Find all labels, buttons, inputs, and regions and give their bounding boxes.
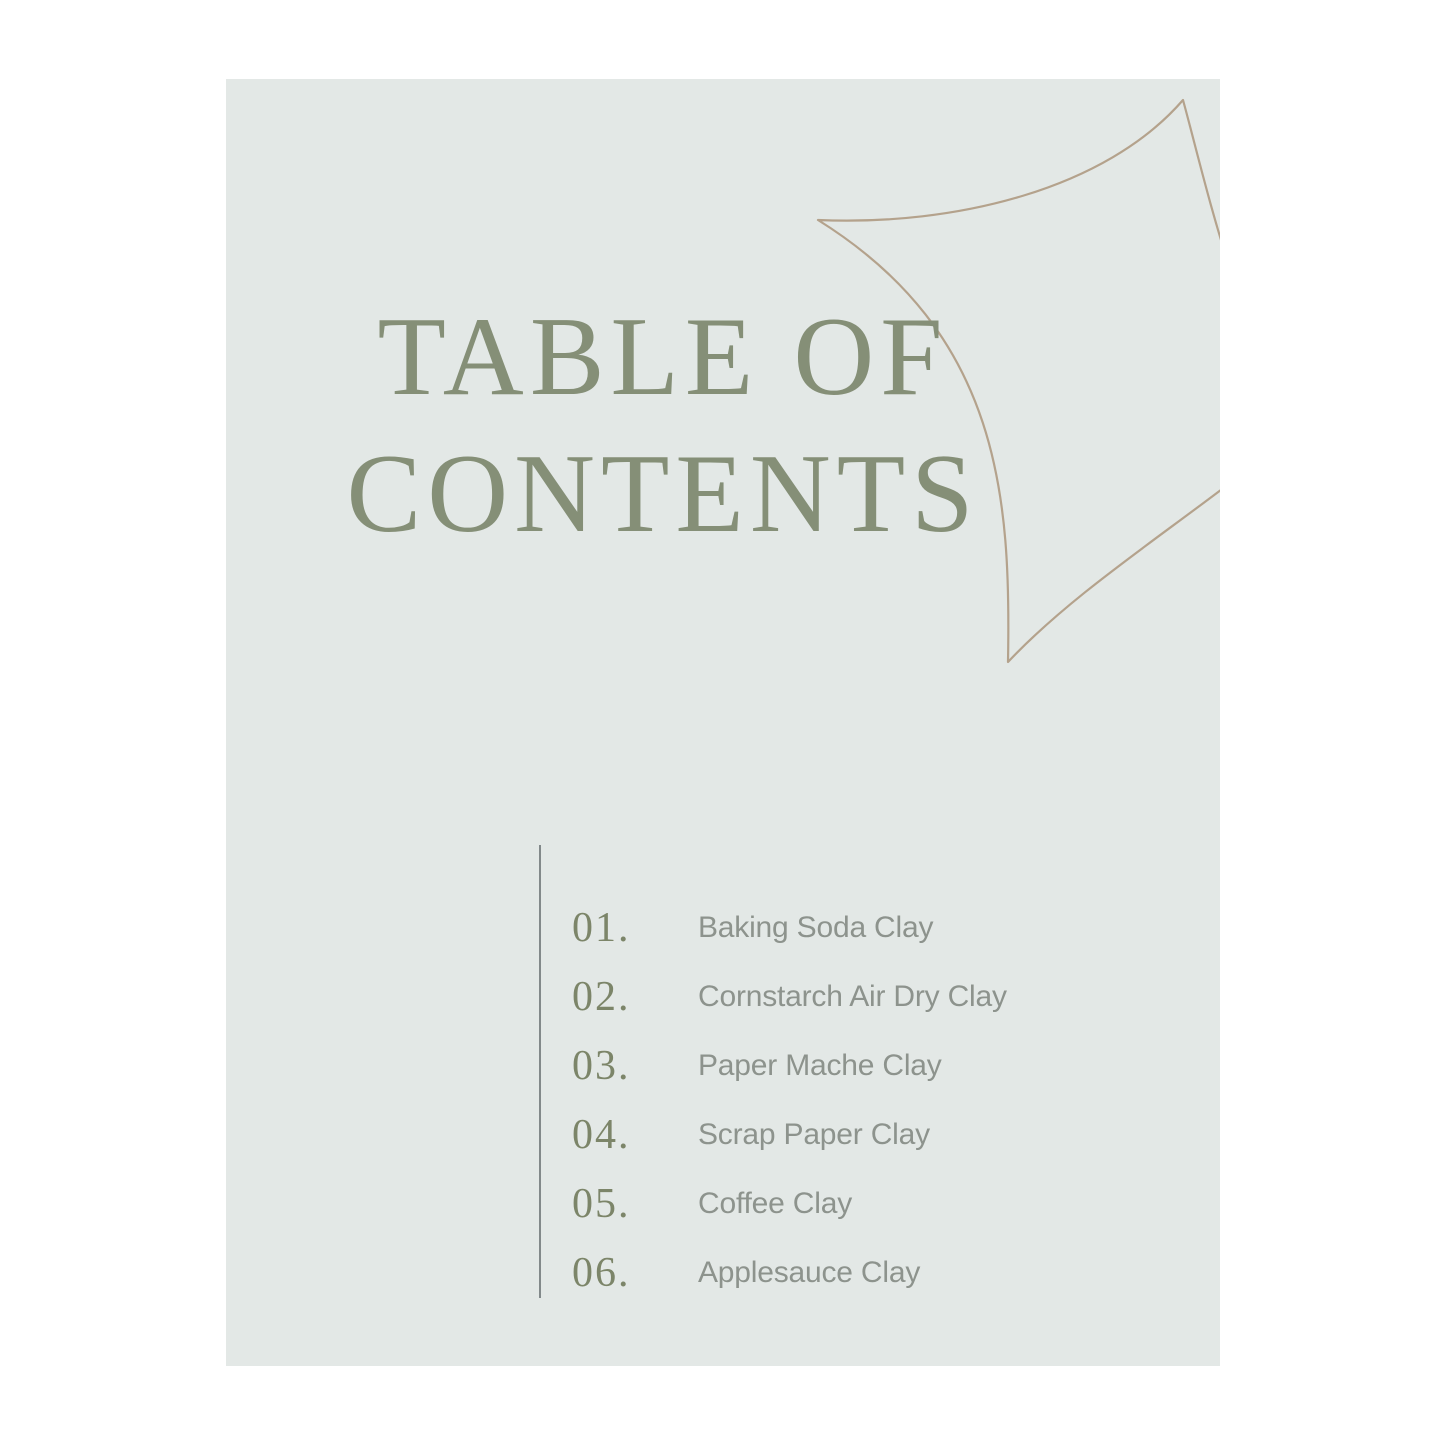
page-title xyxy=(283,289,1043,563)
toc-entry xyxy=(572,974,1007,1020)
toc-entry-label: Applesauce Clay xyxy=(698,1256,921,1289)
toc-entry-label: Paper Mache Clay xyxy=(698,1049,942,1082)
title-line-2: CONTENTS xyxy=(346,432,980,556)
toc-entry-number: 02. xyxy=(572,974,631,1020)
table-of-contents-page xyxy=(226,79,1220,1366)
toc-entry xyxy=(572,1250,1007,1296)
vertical-divider xyxy=(539,845,541,1298)
toc-entry xyxy=(572,1181,1007,1227)
toc-entry-number: 05. xyxy=(572,1181,631,1227)
toc-entry xyxy=(572,1112,1007,1158)
title-line-1: TABLE OF xyxy=(377,295,949,419)
toc-entry-number: 03. xyxy=(572,1043,631,1089)
toc-entry xyxy=(572,905,1007,951)
toc-entry xyxy=(572,1043,1007,1089)
toc-entry-number: 01. xyxy=(572,905,631,951)
toc-list xyxy=(572,905,1007,1296)
toc-entry-label: Scrap Paper Clay xyxy=(698,1118,930,1151)
toc-entry-number: 04. xyxy=(572,1112,631,1158)
toc-entry-label: Baking Soda Clay xyxy=(698,911,934,944)
toc-entry-number: 06. xyxy=(572,1250,631,1296)
toc-entry-label: Coffee Clay xyxy=(698,1187,852,1220)
toc-entry-label: Cornstarch Air Dry Clay xyxy=(698,980,1007,1013)
